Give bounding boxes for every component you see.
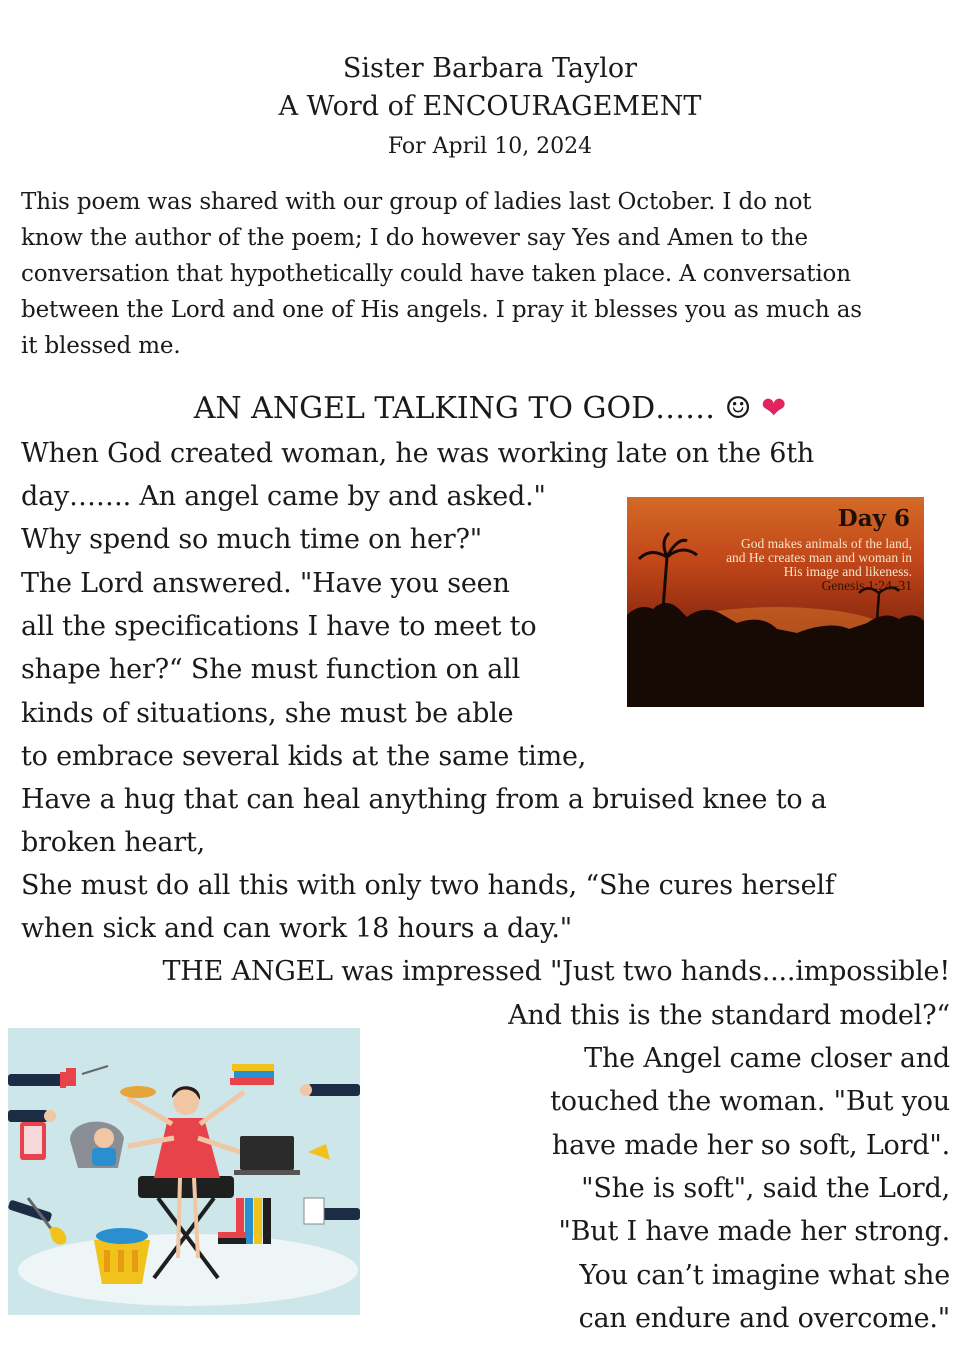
day6-title: Day 6 xyxy=(837,505,910,532)
intro-line: between the Lord and one of His angels. I pray it blesses you as much as xyxy=(21,297,862,323)
poem-line: all the specifications I have to meet to xyxy=(21,611,537,642)
poem-title xyxy=(0,389,980,429)
day6-sunset-image xyxy=(627,497,924,707)
poem-line: broken heart, xyxy=(21,827,205,858)
poem-line: touched the woman. "But you xyxy=(550,1086,950,1117)
day6-caption-line: His image and likeness. xyxy=(783,564,912,579)
poem-line: "But I have made her strong. xyxy=(558,1216,950,1247)
poem-line: kinds of situations, she must be able xyxy=(21,698,514,729)
intro-line: it blessed me. xyxy=(21,333,181,359)
poem-line: And this is the standard model?“ xyxy=(508,1000,950,1031)
poem-line: shape her?“ She must function on all xyxy=(21,654,521,685)
day6-reference: Genesis 1:24–31 xyxy=(821,578,912,593)
page-subtitle: A Word of ENCOURAGEMENT xyxy=(278,91,702,122)
heart-icon: ❤ xyxy=(761,391,787,426)
poem-line: The Lord answered. "Have you seen xyxy=(21,568,510,599)
poem-line: can endure and overcome." xyxy=(578,1303,950,1334)
intro-paragraph xyxy=(21,184,951,364)
poem-line: to embrace several kids at the same time, xyxy=(21,741,587,772)
poem-line: She must do all this with only two hands, “She cures herself xyxy=(21,870,835,901)
page-date: For April 10, 2024 xyxy=(387,134,593,159)
poem-line: The Angel came closer and xyxy=(584,1043,950,1074)
day6-caption-line: God makes animals of the land, xyxy=(741,536,912,551)
poem-line: "She is soft", said the Lord, xyxy=(581,1173,950,1204)
day6-caption xyxy=(632,537,912,593)
poem-line: Have a hug that can heal anything from a bruised knee to a xyxy=(21,784,827,815)
busy-mother-illustration xyxy=(8,1028,360,1315)
poem-line: have made her so soft, Lord". xyxy=(551,1130,950,1161)
poem-line: when sick and can work 18 hours a day." xyxy=(21,913,573,944)
poem-line: day……. An angel came by and asked." xyxy=(21,481,546,512)
poem-line: Why spend so much time on her?" xyxy=(21,524,482,555)
intro-line: This poem was shared with our group of ladies last October. I do not xyxy=(21,189,812,215)
poem-line: When God created woman, he was working late on the 6th xyxy=(21,438,815,469)
poem-line: You can’t imagine what she xyxy=(579,1260,950,1291)
author-name: Sister Barbara Taylor xyxy=(342,53,638,84)
intro-line: know the author of the poem; I do however say Yes and Amen to the xyxy=(21,225,808,251)
day6-caption-line: and He creates man and woman in xyxy=(726,550,912,565)
multitasking-woman-drawing xyxy=(8,1028,360,1315)
intro-line: conversation that hypothetically could have taken place. A conversation xyxy=(21,261,851,287)
poem-title-text: AN ANGEL TALKING TO GOD…… ☺ xyxy=(193,391,752,426)
poem-line: THE ANGEL was impressed "Just two hands....impossible! xyxy=(162,956,950,987)
